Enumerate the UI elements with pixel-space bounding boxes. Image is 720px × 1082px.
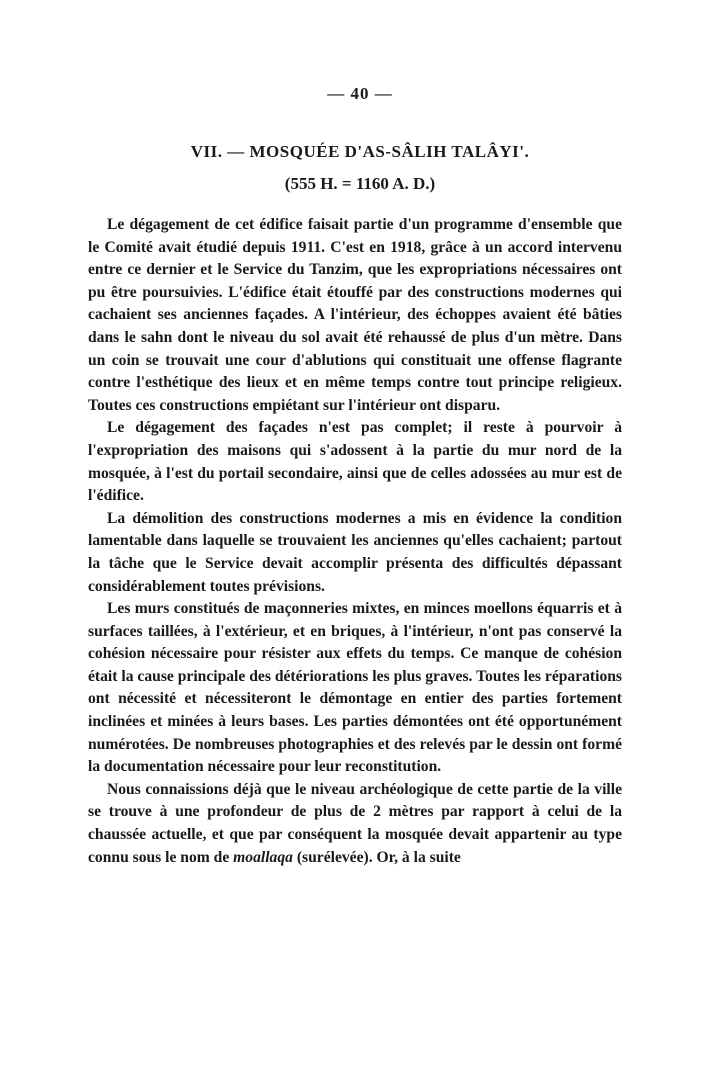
paragraph-5 — [88, 779, 622, 869]
paragraph-2: Le dégagement des façades n'est pas complet; il reste à pourvoir à l'expropriation des maisons qui s'adossent à la partie du mur nord de la mosquée, à l'est du portail secondaire, ainsi que de celles adossées au mur est de l'édifice. — [88, 419, 622, 505]
paragraph-1: Le dégagement de cet édifice faisait partie d'un programme d'ensemble que le Comité avait étudié depuis 1911. C'est en 1918, grâce à un accord intervenu entre ce dernier et le Service du Tanzim, que les expropriations nécessaires ont pu être poursuivies. L'édifice était étouffé par des constructions modernes qui cachaient ses anciennes façades. A l'intérieur, des échoppes avaient été bâties dans le sahn dont le niveau du sol avait été rehaussé de plus d'un mètre. Dans un coin se trouvait une cour d'ablutions qui constituait une offense flagrante contre l'esthétique des lieux et en même temps contre tout principe religieux. Toutes ces constructions empiétant sur l'intérieur ont disparu. — [88, 216, 622, 414]
paragraph-5-text-after: (surélevée). Or, à la suite — [292, 848, 461, 866]
chapter-date: (555 H. = 1160 A. D.) — [284, 174, 436, 193]
chapter-title: VII. — MOSQUÉE D'AS-SÂLIH TALÂYI'. — [190, 142, 530, 161]
paragraph-4: Les murs constitués de maçonneries mixtes, en minces moellons équarris et à surfaces taillées, à l'extérieur, et en briques, à l'intérieur, n'ont pas conservé la cohésion nécessaire pour résister aux effets du temps. Ce manque de cohésion était la cause principale des détériorations les plus graves. Toutes les réparations ont nécessité et nécessiteront le démontage en entier des parties fortement inclinées et minées à leurs bases. Les parties démontées ont été opportunément numérotées. De nombreuses photographies et des relevés par le dessin ont formé la documentation nécessaire pour leur reconstitution. — [88, 600, 622, 776]
paragraph-5-text-before: Nous connaissions déjà que le niveau archéologique de cette partie de la ville se trouve à une profondeur de plus de 2 mètres par rapport à celui de la chaussée actuelle, et que par conséquent la mosquée devait appartenir au type connu sous le nom de — [88, 780, 622, 866]
body-text — [88, 214, 622, 869]
page-number: — 40 — — [327, 84, 393, 103]
paragraph-3: La démolition des constructions modernes a mis en évidence la condition lamentable dans laquelle se trouvaient les anciennes qu'elles cachaient; partout la tâche que le Service devait accomplir présenta des difficultés dépassant considérablement toutes prévisions. — [88, 509, 622, 595]
paragraph-5-italic-term: moallaqa — [233, 848, 293, 866]
